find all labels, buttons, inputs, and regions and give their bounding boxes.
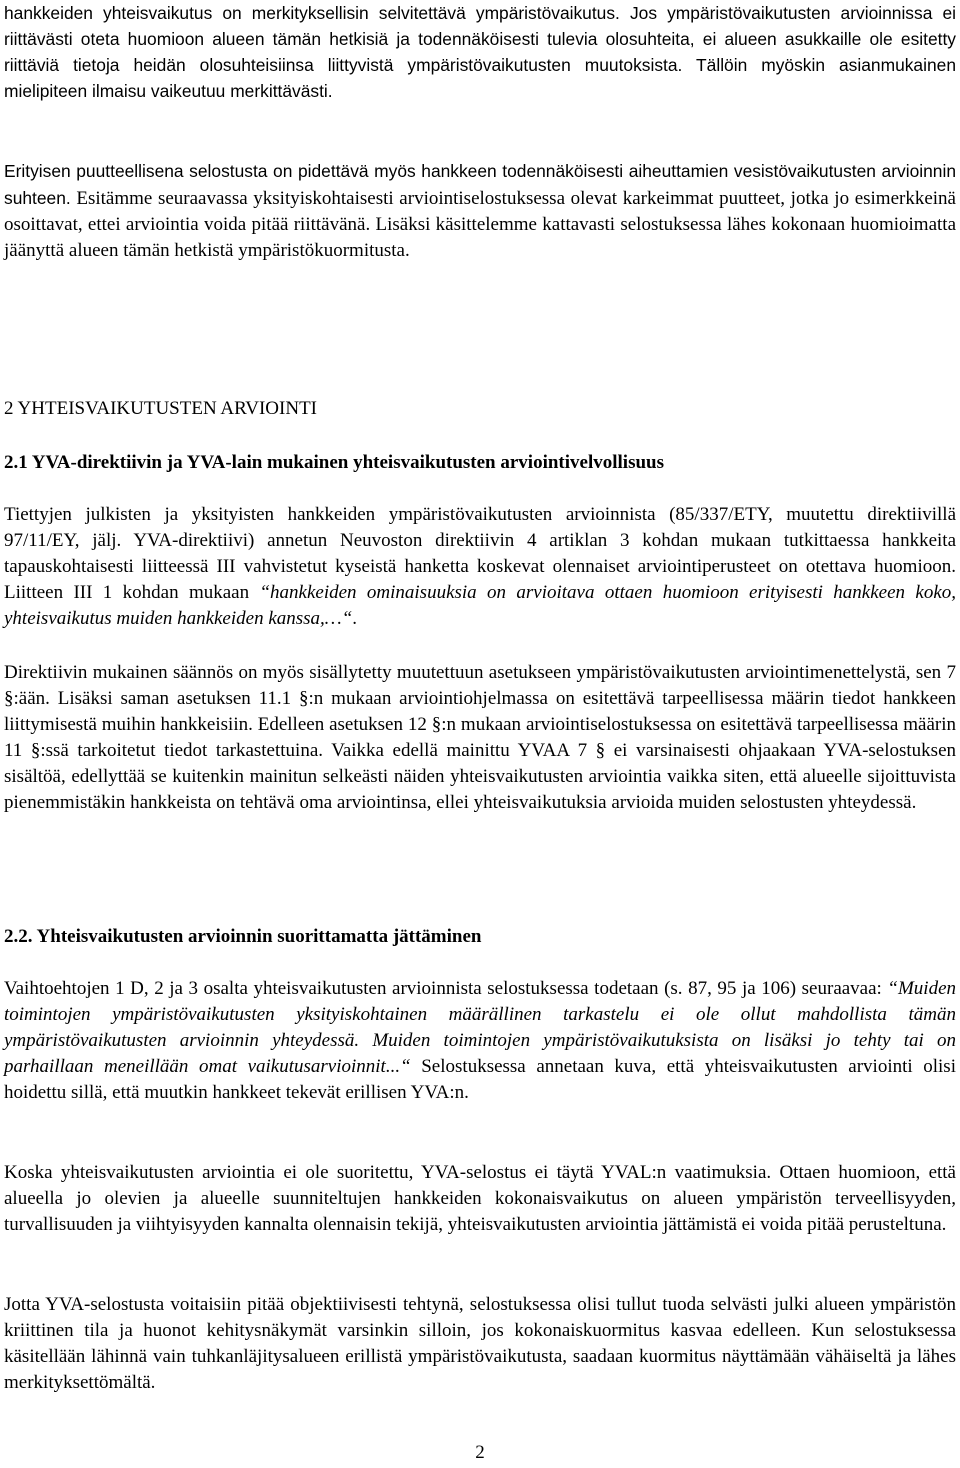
subsection-2-1-paragraph-1-end: .: [352, 608, 358, 629]
subsection-2-2-paragraph-1-text: Vaihtoehtojen 1 D, 2 ja 3 osalta yhteisvaikutusten arvioinnista selostuksessa todetaan (s. 87, 95 ja 106) seuraavaa:: [4, 978, 888, 999]
subsection-2-2-paragraph-1: [4, 976, 956, 1106]
subsection-2-2-heading: 2.2. Yhteisvaikutusten arvioinnin suorittamatta jättäminen: [4, 926, 482, 947]
intro-paragraph-1: [4, 0, 956, 104]
subsection-2-1-heading: 2.1 YVA-direktiivin ja YVA-lain mukainen yhteisvaikutusten arviointivelvollisuus: [4, 452, 665, 473]
intro-paragraph-2-sans-text: Erityisen puutteellisena selostusta on pidettävä myös hankkeen todennäköisesti aiheuttamien vesistövaikutusten arvioinnin suhteen.: [4, 161, 956, 208]
subsection-2-1-quote: “hankkeiden ominaisuuksia on arvioitava ottaen huomioon erityisesti hankkeen koko, yhteisvaikutus muiden hankkeiden kanssa,…“: [4, 582, 956, 629]
subsection-2-1-paragraph-1: [4, 502, 956, 632]
subsection-2-1-paragraph-2-text: Direktiivin mukainen säännös on myös sisällytetty muutettuun asetukseen ympäristövaikutusten arviointimenettelystä, sen 7 §:ään. Lisäksi saman asetuksen 11.1 §:n mukaan arviointiohjelmassa on esitettävä tarpeellisessa määrin tiedot hankkeen liittymisestä muihin hankkeisiin. Edelleen asetuksen 12 §:n mukaan arviointiselostuksessa on esitettävä tarpeellisessa määrin 11 §:ssä tarkoitetut tiedot tarkastettuina. Vaikka edellä mainittu YVAA 7 § ei varsinaisesti ohjaakaan YVA-selostuksen sisältöä, edellyttää se kuitenkin mainitun selkeästi näiden yhteisvaikutusten arviointia vaikka siten, että alueelle sijoittuvista pienemmistäkin hankkeista on tehtävä oma arviointinsa, ellei yhteisvaikutuksia arvioida muiden selostusten yhteydessä.: [4, 662, 956, 813]
subsection-2-2-paragraph-2-text: Koska yhteisvaikutusten arviointia ei ole suoritettu, YVA-selostus ei täytä YVAL:n vaatimuksia. Ottaen huomioon, että alueella jo olevien ja alueelle suunniteltujen hankkeiden kokonaisvaikutus on alueen ympäristön terveellisyyden, turvallisuuden ja viihtyisyyden kannalta olennaisin tekijä, yhteisvaikutusten arviointia jättämistä ei voida pitää perusteltuna.: [4, 1162, 956, 1235]
subsection-2-2-paragraph-2: [4, 1160, 956, 1238]
intro-paragraph-2: [4, 158, 956, 264]
page-number: 2: [475, 1442, 485, 1463]
intro-paragraph-2-serif-text: Esitämme seuraavassa yksityiskohtaisesti arviointiselostuksessa olevat karkeimmat puutteet, jotka jo esimerkkeinä osoittavat, ettei arviointia voida pitää riittävänä. Lisäksi käsittelemme kattavasti selostuksessa lähes kokonaan huomioimatta jäänyttä alueen tämän hetkistä ympäristökuormitusta.: [4, 188, 956, 261]
subsection-2-2-paragraph-3-text: Jotta YVA-selostusta voitaisiin pitää objektiivisesti tehtynä, selostuksessa olisi tullut tuoda selvästi julki alueen ympäristön kriittinen tila ja huonot kehitysnäkymät varsinkin silloin, jos kokonaiskuormitus kasvaa edelleen. Kun selostuksessa käsitellään lähinnä vain tuhkanläjitysalueen erillistä ympäristövaikutusta, saadaan kuormitus näyttämään vähäiseltä ja lähes merkityksettömältä.: [4, 1294, 956, 1393]
subsection-2-1-paragraph-1-text: Tiettyjen julkisten ja yksityisten hankkeiden ympäristövaikutusten arvioinnista (85/337/ETY, muutettu direktiivillä 97/11/EY, jälj. YVA-direktiivi) annetun Neuvoston direktiivin 4 artiklan 3 kohdan mukaan tutkittaessa hankkeita tapauskohtaisesti liitteessä III vahvistetut kyseistä hanketta koskevat olennaiset arviointiperusteet on otettava huomioon. Liitteen III 1 kohdan mukaan: [4, 504, 956, 603]
intro-paragraph-1-text: hankkeiden yhteisvaikutus on merkityksellisin selvitettävä ympäristövaikutus. Jos ympäristövaikutusten arvioinnissa ei riittävästi oteta huomioon alueen tämän hetkisiä ja todennäköisesti tulevia olosuhteita, ei alueen asukkaille ole esitetty riittäviä tietoja heidän olosuhteisiinsa liittyvistä ympäristövaikutusten muutoksista. Tällöin myöskin asianmukainen mielipiteen ilmaisu vaikeutuu merkittävästi.: [4, 3, 956, 101]
subsection-2-1-paragraph-2: [4, 660, 956, 816]
subsection-2-2-paragraph-3: [4, 1292, 956, 1396]
subsection-2-2-paragraph-1-tail: Selostuksessa annetaan kuva, että yhteisvaikutusten arviointi olisi hoidettu sillä, että muutkin hankkeet tekevät erillisen YVA:n.: [4, 1056, 956, 1103]
subsection-2-2-quote: “Muiden toimintojen ympäristövaikutusten yksityiskohtainen määrällinen tarkastelu ei ole ollut mahdollista tämän ympäristövaikutusten arvioinnin yhteydessä. Muiden toimintojen ympäristövaikutuksista on lisäksi jo tehty tai on parhaillaan meneillään omat vaikutusarvioinnit...“: [4, 978, 956, 1077]
section-2-heading: 2 YHTEISVAIKUTUSTEN ARVIOINTI: [4, 398, 318, 419]
